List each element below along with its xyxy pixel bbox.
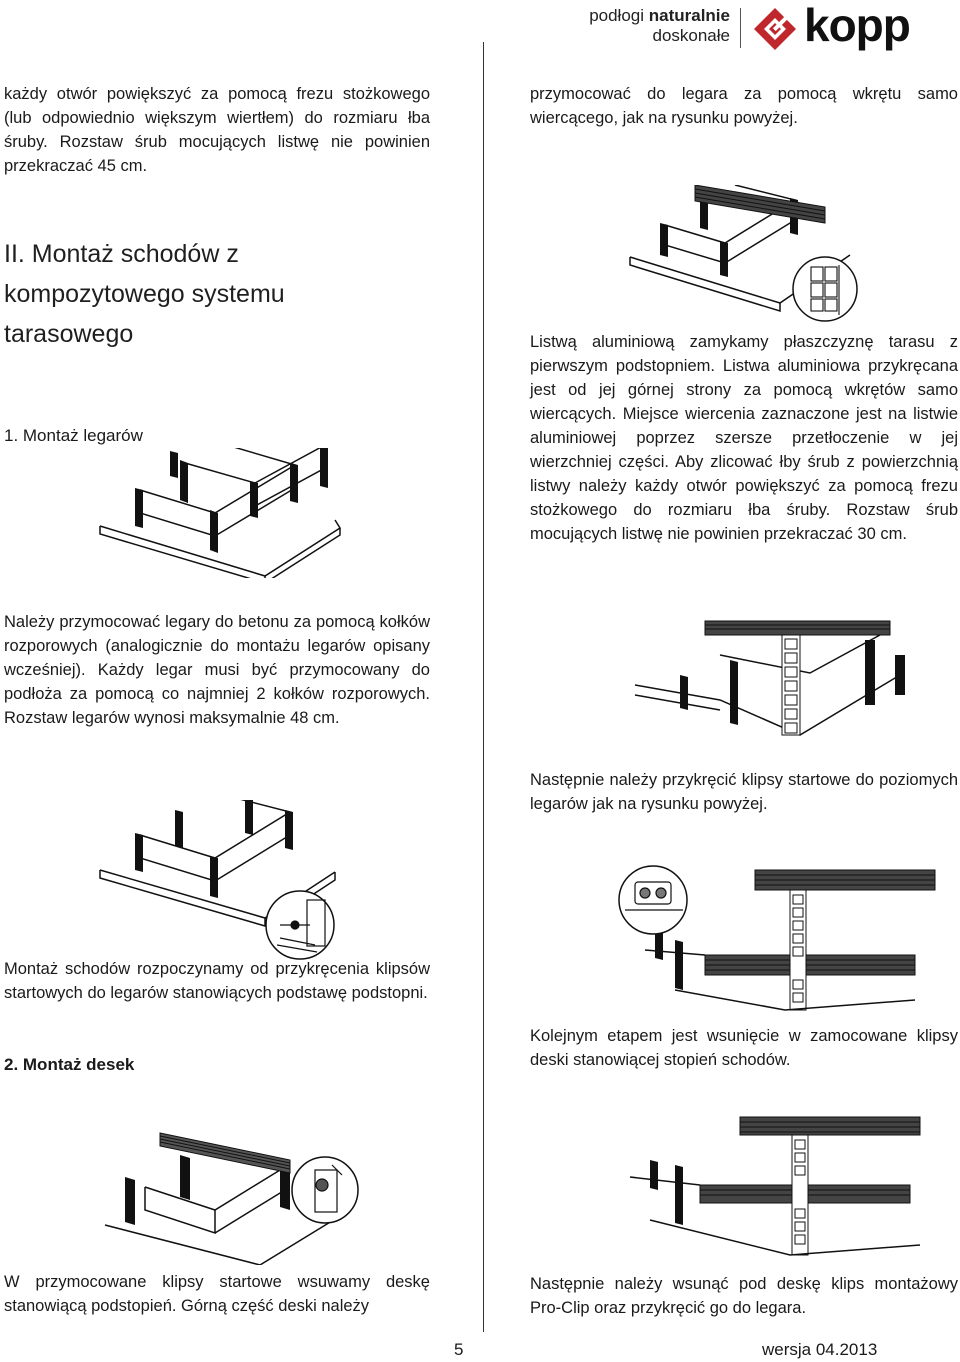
- stairs-perforated-profile-illustration: [630, 615, 930, 765]
- subheading-legary: 1. Montaż legarów: [4, 426, 143, 445]
- right-p3-text: Następnie należy przykręcić klipsy startowe do poziomych legarów jak na rysunku powyżej.: [530, 771, 958, 813]
- right-p1-text: przymocować do legara za pomocą wkrętu samo wiercącego, jak na rysunku powyżej.: [530, 85, 958, 127]
- right-paragraph-4: [530, 1024, 958, 1072]
- header-logo: [580, 0, 940, 54]
- right-paragraph-1: [530, 82, 958, 130]
- stairs-joists-illustration: [95, 448, 345, 578]
- left-p4-text: W przymocowane klipsy startowe wsuwamy deskę stanowiącą podstopień. Górną część deski należy: [4, 1273, 430, 1315]
- left-p2-text: Należy przymocować legary do betonu za pomocą kołków rozporowych (analogicznie do montażu legarów opisany wcześniej). Każdy legar musi być przymocowany do podłoża za pomocą co najmniej 2 kołków rozporowych. Rozstaw legarów wynosi maksymalnie 48 cm.: [4, 613, 430, 727]
- right-paragraph-2: [530, 330, 958, 546]
- kopp-diamond-icon: [752, 6, 798, 52]
- right-paragraph-5: [530, 1272, 958, 1320]
- left-paragraph-1: [4, 82, 430, 178]
- version-label: wersja 04.2013: [762, 1340, 878, 1359]
- right-p4-text: Kolejnym etapem jest wsunięcie w zamocowane klipsy deski stanowiącej stopień schodów.: [530, 1027, 958, 1069]
- left-p3-text: Montaż schodów rozpoczynamy od przykręcenia klipsów startowych do legarów stanowiących podstawę podstopni.: [4, 960, 430, 1002]
- left-p1-text: każdy otwór powiększyć za pomocą frezu stożkowego (lub odpowiednio większym wiertłem) do rozmiaru łba śruby. Rozstaw śrub mocujących listwę nie powinien przekraczać 45 cm.: [4, 85, 430, 175]
- right-p5-text: Następnie należy wsunąć pod deskę klips montażowy Pro-Clip oraz przykręcić go do legara.: [530, 1275, 958, 1317]
- column-divider: [483, 42, 484, 1332]
- stairs-tread-boards-illustration: [615, 860, 945, 1020]
- section-title: II. Montaż schodów z kompozytowego systemu tarasowego: [4, 240, 285, 348]
- left-paragraph-2: [4, 610, 430, 730]
- stairs-pro-clip-illustration: [620, 1105, 940, 1265]
- right-paragraph-3: [530, 768, 958, 816]
- logo-tagline: [580, 6, 730, 46]
- stairs-clips-illustration: [95, 800, 345, 960]
- logo-separator: [740, 8, 741, 48]
- left-paragraph-4: [4, 1270, 430, 1318]
- logo-brand: kopp: [804, 0, 910, 51]
- logo-tagline-prefix: podłogi: [589, 6, 649, 25]
- stairs-riser-illustration: [100, 1125, 360, 1265]
- subheading-deski: 2. Montaż desek: [4, 1055, 135, 1074]
- left-paragraph-3: [4, 957, 430, 1005]
- page-number: 5: [454, 1340, 464, 1359]
- stairs-aluminium-strip-illustration: [625, 185, 865, 325]
- right-p2-text: Listwą aluminiową zamykamy płaszczyznę tarasu z pierwszym podstopniem. Listwa aluminiowa przykręcana jest od jej górnej strony za pomocą wkrętów samo wiercących. Miejsce wiercenia zaznaczone jest na listwie aluminiowej poprzez szersze przetłoczenie w jej wierzchniej części. Aby zlicować łby śrub z powierzchnią listwy należy każdy otwór powiększyć za pomocą frezu stożkowego do rozmiaru łba śruby. Rozstaw śrub mocujących listwę nie powinien przekraczać 30 cm.: [530, 333, 958, 543]
- logo-tagline-line2: doskonałe: [652, 26, 730, 45]
- logo-tagline-bold: naturalnie: [648, 6, 730, 25]
